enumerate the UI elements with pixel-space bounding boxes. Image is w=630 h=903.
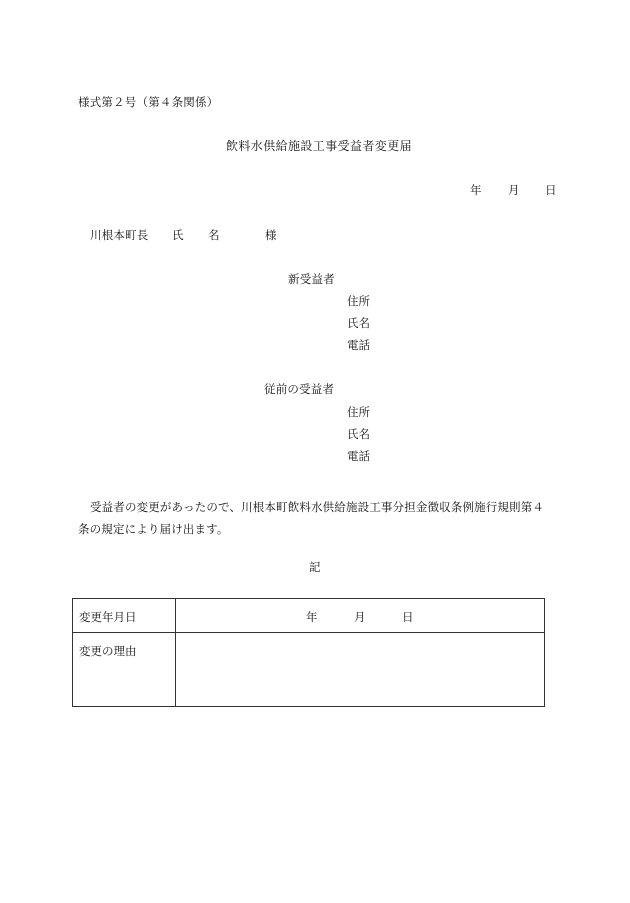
former-beneficiary-heading: 従前の受益者 — [264, 382, 335, 396]
change-date-year-label: 年 — [306, 610, 318, 624]
change-date-month-label: 月 — [354, 610, 366, 624]
table-row — [73, 633, 545, 707]
change-reason-label: 変更の理由 — [73, 633, 176, 707]
recipient-name-char-2: 名 — [208, 228, 220, 242]
change-reason-value — [176, 633, 545, 707]
change-date-value — [176, 599, 545, 633]
date-month-label: 月 — [508, 183, 520, 197]
new-beneficiary-phone-label: 電話 — [347, 338, 370, 352]
new-beneficiary-heading: 新受益者 — [288, 272, 335, 286]
date-day-label: 日 — [545, 183, 557, 197]
former-beneficiary-name-label: 氏名 — [347, 427, 370, 441]
former-beneficiary-address-label: 住所 — [347, 405, 370, 419]
change-date-day-label: 日 — [402, 610, 414, 624]
new-beneficiary-address-label: 住所 — [347, 294, 370, 308]
former-beneficiary-phone-label: 電話 — [347, 449, 370, 463]
recipient-office: 川根本町長 — [90, 228, 149, 242]
submission-date — [470, 185, 557, 197]
date-year-label: 年 — [470, 183, 482, 197]
change-date-label: 変更年月日 — [73, 599, 176, 633]
ki-heading: 記 — [309, 560, 321, 574]
recipient-honorific: 様 — [265, 228, 277, 242]
form-number: 様式第２号（第４条関係） — [78, 95, 219, 109]
recipient-name-char-1: 氏 — [172, 228, 184, 242]
change-details-table — [72, 598, 545, 707]
document-title: 飲料水供給施設工事受益者変更届 — [226, 139, 413, 153]
recipient-line — [90, 230, 277, 242]
new-beneficiary-name-label: 氏名 — [347, 316, 370, 330]
notification-body: 受益者の変更があったので、川根本町飲料水供給施設工事分担金徴収条例施行規則第４条の規定により届け出ます。 — [78, 500, 544, 536]
table-row — [73, 599, 545, 633]
